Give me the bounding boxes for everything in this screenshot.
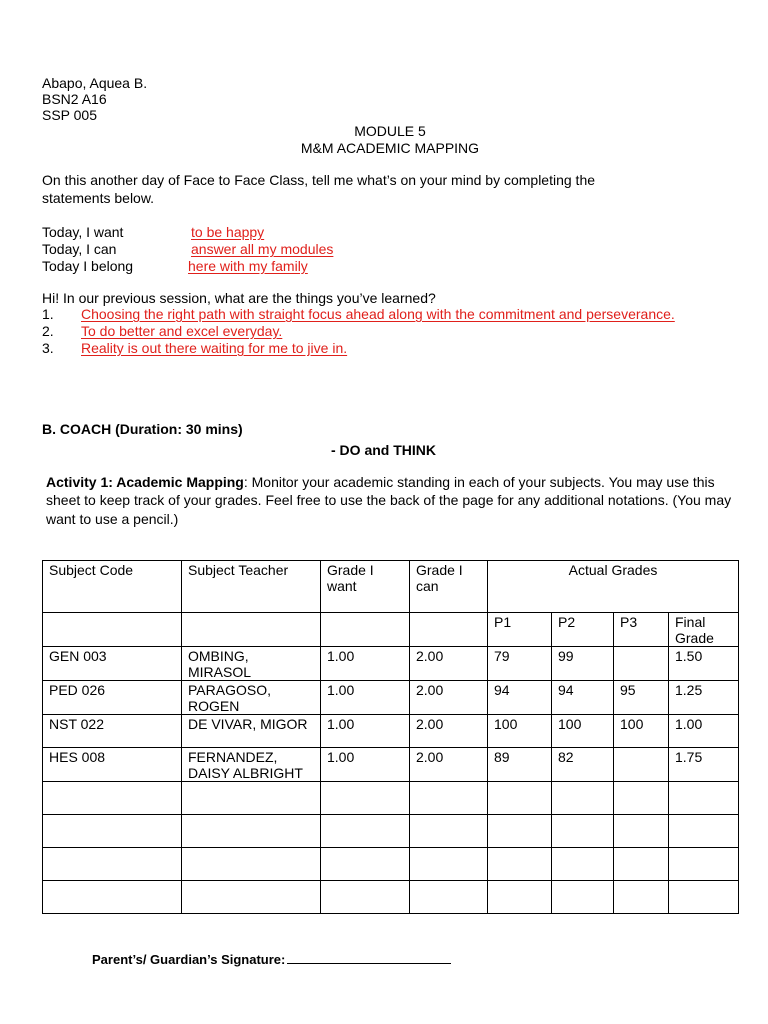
table-cell[interactable] (410, 848, 488, 881)
table-cell[interactable] (614, 881, 669, 914)
final-grade-cell: 1.25 (669, 681, 739, 715)
intro-line-1: On this another day of Face to Face Class, tell me what’s on your mind by completing the (42, 172, 596, 188)
subject-teacher-cell: DE VIVAR, MIGOR (182, 715, 321, 748)
p3-cell (614, 748, 669, 782)
table-header-row (43, 561, 739, 613)
table-cell[interactable] (410, 815, 488, 848)
signature-line[interactable] (287, 950, 451, 964)
coach-subheading: - DO and THINK (331, 442, 436, 458)
activity-line-1 (46, 474, 715, 491)
header-final-grade: Final Grade (669, 613, 739, 647)
header-grade-want: Grade I want (321, 561, 410, 613)
table-cell[interactable] (43, 782, 182, 815)
header-grade-can: Grade I can (410, 561, 488, 613)
table-cell[interactable] (488, 815, 552, 848)
table-cell[interactable] (321, 848, 410, 881)
table-cell[interactable] (614, 782, 669, 815)
subject-teacher-cell: FERNANDEZ, DAISY ALBRIGHT (182, 748, 321, 782)
academic-mapping-table (42, 560, 739, 914)
table-cell[interactable] (321, 815, 410, 848)
table-cell[interactable] (182, 613, 321, 647)
document-title: M&M ACADEMIC MAPPING (300, 140, 480, 156)
table-cell[interactable] (182, 848, 321, 881)
coach-heading: B. COACH (Duration: 30 mins) (42, 421, 243, 437)
grade-can-cell: 2.00 (410, 647, 488, 681)
module-label: MODULE 5 (354, 123, 426, 139)
p2-cell: 82 (552, 748, 614, 782)
table-cell[interactable] (614, 815, 669, 848)
table-cell[interactable] (43, 613, 182, 647)
table-cell[interactable] (552, 815, 614, 848)
table-row (43, 681, 739, 715)
final-grade-cell: 1.50 (669, 647, 739, 681)
header-p1: P1 (488, 613, 552, 647)
course-code: SSP 005 (42, 107, 98, 123)
subject-code-cell: PED 026 (43, 681, 182, 715)
header-p3: P3 (614, 613, 669, 647)
activity-text: : Monitor your academic standing in each of your subjects. You may use this (243, 474, 715, 490)
activity-label: Activity 1: Academic Mapping (46, 474, 244, 490)
subject-code-cell: NST 022 (43, 715, 182, 748)
p2-cell: 94 (552, 681, 614, 715)
table-cell[interactable] (321, 613, 410, 647)
p2-cell: 99 (552, 647, 614, 681)
learned-item-text: To do better and excel everyday. (81, 323, 283, 339)
header-actual-grades: Actual Grades (488, 561, 739, 613)
activity-line-3: want to use a pencil.) (46, 511, 179, 527)
header-subject-code: Subject Code (43, 561, 182, 613)
p1-cell: 100 (488, 715, 552, 748)
table-cell[interactable] (614, 848, 669, 881)
table-cell[interactable] (410, 881, 488, 914)
table-cell[interactable] (410, 613, 488, 647)
intro-line-2: statements below. (42, 190, 155, 206)
grade-can-cell: 2.00 (410, 748, 488, 782)
learned-item-text: Reality is out there waiting for me to jive in. (81, 340, 348, 356)
statement-prompt: Today, I want (42, 224, 124, 240)
table-cell[interactable] (321, 782, 410, 815)
header-subject-teacher: Subject Teacher (182, 561, 321, 613)
empty-table-row (43, 881, 739, 914)
p1-cell: 79 (488, 647, 552, 681)
grade-can-cell: 2.00 (410, 715, 488, 748)
grade-want-cell: 1.00 (321, 748, 410, 782)
subject-teacher-cell: PARAGOSO, ROGEN (182, 681, 321, 715)
statement-answer: answer all my modules (191, 241, 334, 257)
statement-prompt: Today I belong (42, 258, 134, 274)
learned-item-number: 2. (42, 323, 54, 339)
table-cell[interactable] (182, 881, 321, 914)
table-cell[interactable] (182, 815, 321, 848)
table-cell[interactable] (43, 815, 182, 848)
table-cell[interactable] (488, 848, 552, 881)
p3-cell: 100 (614, 715, 669, 748)
table-row (43, 647, 739, 681)
grade-want-cell: 1.00 (321, 715, 410, 748)
table-cell[interactable] (43, 881, 182, 914)
learned-item-number: 3. (42, 340, 54, 356)
table-subheader-row (43, 613, 739, 647)
learned-item-number: 1. (42, 306, 54, 322)
table-cell[interactable] (182, 782, 321, 815)
p1-cell: 94 (488, 681, 552, 715)
table-cell[interactable] (488, 881, 552, 914)
empty-table-row (43, 848, 739, 881)
table-cell[interactable] (669, 815, 739, 848)
signature-block (92, 950, 451, 968)
grade-want-cell: 1.00 (321, 681, 410, 715)
p3-cell: 95 (614, 681, 669, 715)
learned-question: Hi! In our previous session, what are the things you’ve learned? (42, 290, 436, 306)
activity-line-2: sheet to keep track of your grades. Feel free to use the back of the page for any additional notations. (You may (46, 492, 732, 508)
grade-want-cell: 1.00 (321, 647, 410, 681)
final-grade-cell: 1.75 (669, 748, 739, 782)
p2-cell: 100 (552, 715, 614, 748)
table-cell[interactable] (552, 782, 614, 815)
table-cell[interactable] (669, 881, 739, 914)
statement-answer: here with my family (188, 258, 308, 274)
final-grade-cell: 1.00 (669, 715, 739, 748)
p1-cell: 89 (488, 748, 552, 782)
grade-can-cell: 2.00 (410, 681, 488, 715)
subject-code-cell: HES 008 (43, 748, 182, 782)
student-name: Abapo, Aquea B. (42, 75, 148, 91)
table-cell[interactable] (669, 782, 739, 815)
table-row (43, 715, 739, 748)
p3-cell (614, 647, 669, 681)
table-cell[interactable] (552, 848, 614, 881)
table-cell[interactable] (410, 782, 488, 815)
learned-item-text: Choosing the right path with straight focus ahead along with the commitment and perseverance. (81, 306, 675, 322)
table-row (43, 748, 739, 782)
statement-prompt: Today, I can (42, 241, 117, 257)
statement-answer: to be happy (191, 224, 265, 240)
table-cell[interactable] (669, 848, 739, 881)
header-p2: P2 (552, 613, 614, 647)
empty-table-row (43, 782, 739, 815)
student-section: BSN2 A16 (42, 91, 107, 107)
table-cell[interactable] (43, 848, 182, 881)
table-cell[interactable] (321, 881, 410, 914)
table-cell[interactable] (488, 782, 552, 815)
subject-teacher-cell: OMBING, MIRASOL (182, 647, 321, 681)
empty-table-row (43, 815, 739, 848)
table-cell[interactable] (552, 881, 614, 914)
subject-code-cell: GEN 003 (43, 647, 182, 681)
signature-label: Parent’s/ Guardian’s Signature: (92, 952, 286, 967)
